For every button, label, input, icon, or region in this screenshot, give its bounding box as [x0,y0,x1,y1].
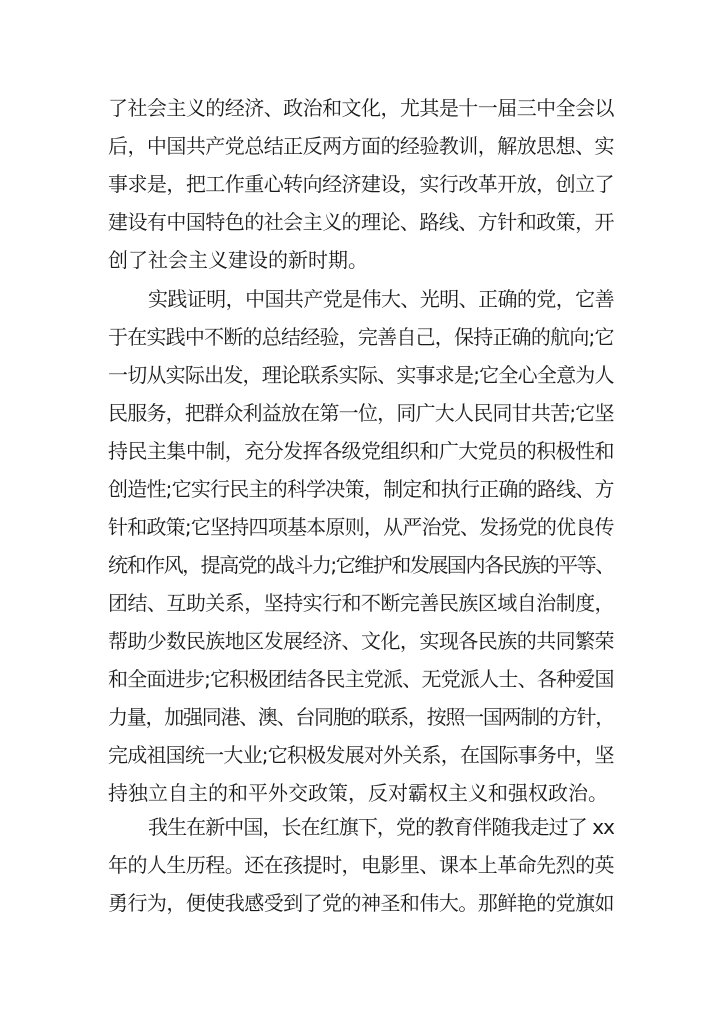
text-line: 创造性;它实行民主的科学决策，制定和执行正确的路线、方 [108,477,614,501]
text-line: 一切从实际出发，理论联系实际、实事求是;它全心全意为人 [108,363,614,387]
text-line: 持民主集中制，充分发挥各级党组织和广大党员的积极性和 [108,439,614,463]
paragraph-1 [108,89,614,279]
text-line: 我生在新中国，长在红旗下，党的教育伴随我走过了 xx [148,815,615,839]
paragraph-2 [108,280,614,812]
text-line: 事求是，把工作重心转向经济建设，实行改革开放，创立了 [108,172,614,196]
text-line: 创了社会主义建设的新时期。 [108,248,368,272]
text-line: 帮助少数民族地区发展经济、文化，实现各民族的共同繁荣 [108,629,614,653]
text-line: 建设有中国特色的社会主义的理论、路线、方针和政策，开 [108,210,614,234]
text-line: 勇行为，便使我感受到了党的神圣和伟大。那鲜艳的党旗如 [108,891,614,915]
text-line: 实践证明，中国共产党是伟大、光明、正确的党，它善 [148,287,614,311]
text-line: 了社会主义的经济、政治和文化，尤其是十一届三中全会以 [108,96,614,120]
text-line: 后，中国共产党总结正反两方面的经验教训，解放思想、实 [108,134,614,158]
text-line: 民服务，把群众利益放在第一位，同广大人民同甘共苦;它坚 [108,401,614,425]
text-line: 针和政策;它坚持四项基本原则，从严治党、发扬党的优良传 [108,515,614,539]
text-line: 年的人生历程。还在孩提时，电影里、课本上革命先烈的英 [108,853,614,877]
text-line: 于在实践中不断的总结经验，完善自己，保持正确的航向;它 [108,325,614,349]
text-line: 力量，加强同港、澳、台同胞的联系，按照一国两制的方针， [108,705,614,729]
text-line: 完成祖国统一大业;它积极发展对外关系，在国际事务中，坚 [108,743,614,767]
text-line: 持独立自主的和平外交政策，反对霸权主义和强权政治。 [108,781,608,805]
paragraph-3 [108,808,614,922]
text-line: 团结、互助关系，坚持实行和不断完善民族区域自治制度， [108,591,614,615]
text-line: 和全面进步;它积极团结各民主党派、无党派人士、各种爱国 [108,667,614,691]
text-line: 统和作风，提高党的战斗力;它维护和发展国内各民族的平等、 [108,553,614,577]
